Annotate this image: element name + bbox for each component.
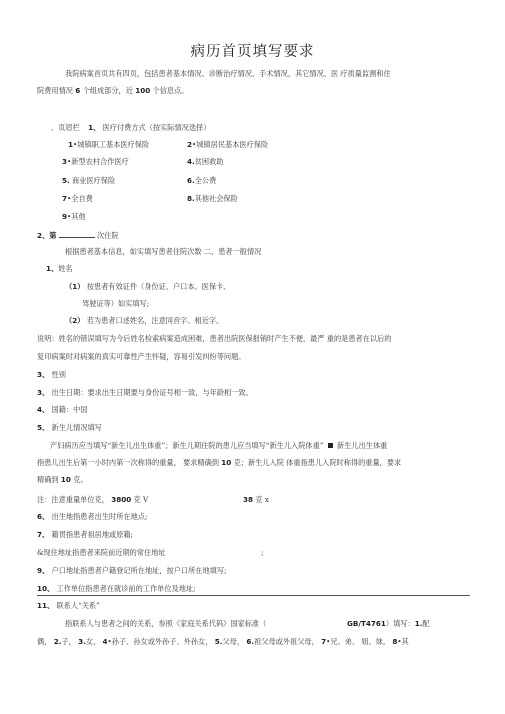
item-gender: 3、 性别 [37,370,66,379]
item-birthdate: 3、 出生日期：要求出生日期要与身份证号相一致，与年龄相一致。 [37,388,253,397]
section-two-heading: 根据患者基本信息，如实填写患者住院次数 二、患者一般情况 [65,247,262,256]
item-contact-relation: 11、 联系人“关系” [37,601,100,610]
name-rule-1-cont: 驾驶证等）如实填写; [82,299,150,308]
item-nationality: 4、 国籍：中国 [37,405,88,414]
admission-count-line: 2、第 次住院 [37,231,119,240]
header-section: 、页眉栏 1、 医疗付费方式（按实际情况选择） [51,123,211,132]
relation-line-2: 偶， 2.子， 3.女， 4•孙子、孙女或外孙子、外孙女， 5.父母， 6.祖父母或外祖父母， 7•兄、弟、 姐、妹， 8•其 [37,637,409,646]
item-newborn: 5、 新生儿情况填写 [37,423,102,432]
intro-line-1: 我院病案首页共有四页，包括患者基本情况、诊断治疗情况、手术情况，其它情况、医 疗质量监测和住 [65,69,391,78]
item-birthplace: 6、 出生地指患者出生时所在地点; [37,512,148,521]
note-line-2: 复印病案时对病案的真实可靠性产生怀疑，容易引发纠纷等问题。 [37,352,246,361]
weight-unit-note: 注：注意重量单位克， 3800 克 V [37,495,149,504]
pay-option-5: 5. 商业医疗保险 [62,176,116,185]
pay-option-3: 3•新型农村合作医疗 [62,157,129,166]
item-current-address-end: ; [261,548,264,557]
name-rule-1: （1） 按患者有效证件（身份证、户口本、医保卡、 [65,282,231,291]
item-household-address: 9、 户口地址指患者户籍登记所在地址，按户口所在地填写; [37,566,227,575]
newborn-line-1: 产妇病历应当填写“新生儿出生体重”；新生儿期住院的患儿应当填写“新生儿入院体重” 新生儿出生体重 [50,441,388,450]
note-line-1: 说明：姓名的错误填写为今后姓名检索病案造成困难，患者出院医保报销时产生不便，最严 重的是患者在以后的 [37,334,392,343]
pay-option-6: 6.全公费 [187,176,217,185]
pay-option-4: 4.贫困救助 [187,157,224,166]
intro-line-2: 院费用情况 6 个组成部分，近 100 个信息点。 [37,86,189,95]
relation-line-1: 指联系人与患者之间的关系，参照《家庭关系代码》国家标准（ [65,619,267,628]
section-divider [37,595,470,596]
bullet-square-icon [328,443,333,448]
pay-option-2: 2•城镇居民基本医疗保险 [187,140,269,149]
newborn-line-3: 精确到 10 克。 [37,475,88,484]
newborn-line-2: 指患儿出生后第一小时内第一次称得的重量， 要求精确到 10 克；新生儿入院 体重指患儿入院时称得的重量，要求 [37,458,402,467]
item-native-place: 7、 籍贯指患者祖居地或原籍; [37,530,133,539]
pay-option-8: 8.其他社会保险 [187,194,238,203]
page-title: 病历首页填写要求 [190,44,315,60]
pay-option-9: 9•其他 [62,212,86,221]
item-current-address: &现住地址指患者来院前近期的常住地址 [37,548,166,557]
pay-option-7: 7•全自费 [62,194,93,203]
admission-count-blank [59,230,95,238]
item-workplace: 10、 工作单位指患者在就诊前的工作单位及地址; [37,584,196,593]
name-heading: 1、姓名 [46,264,73,273]
weight-unit-note-wrong: 38 克 x [243,495,269,504]
name-rule-2: （2） 若为患者口述姓名，注意同音字、相近字。 [65,316,224,325]
relation-line-1-code: GB/T4761）填写：1.配 [347,619,430,628]
pay-option-1: 1•城镇职工基本医疗保险 [68,140,150,149]
